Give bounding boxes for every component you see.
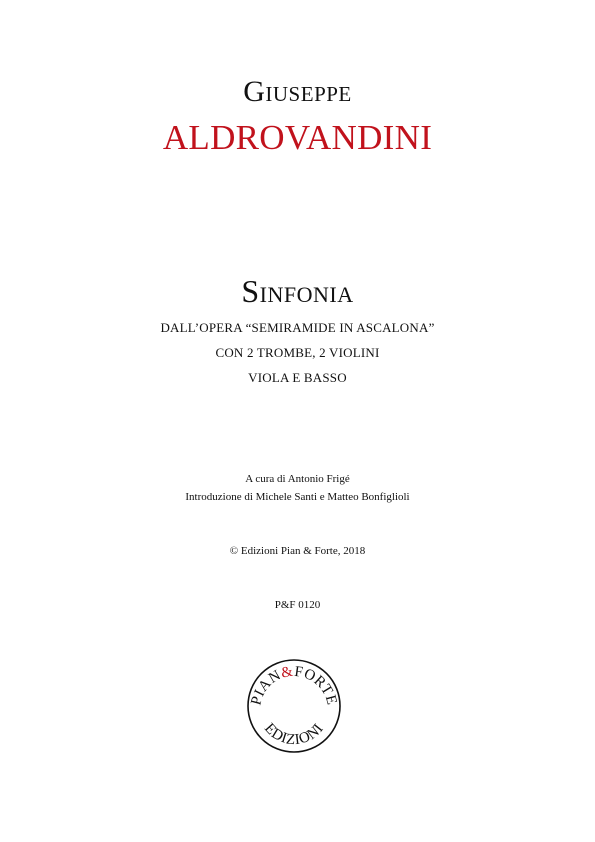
editor-credit: A cura di Antonio Frigé — [245, 473, 350, 485]
composer-last-name: ALDROVANDINI — [162, 118, 433, 157]
logo-arc-bottom-text — [261, 720, 327, 748]
logo-word-pian: PIAN — [248, 667, 284, 707]
work-subtitle-line: DALL’OPERA “SEMIRAMIDE IN ASCALONA” — [160, 320, 435, 335]
logo-arc-top-text — [248, 664, 339, 707]
introduction-credit: Introduzione di Michele Santi e Matteo Bonfiglioli — [185, 491, 410, 503]
catalog-number: P&F 0120 — [274, 599, 321, 611]
copyright-notice: © Edizioni Pian & Forte, 2018 — [229, 545, 366, 557]
publisher-seal-icon — [246, 658, 342, 754]
publisher-logo — [246, 658, 342, 754]
logo-word-edizioni: EDIZIONI — [261, 720, 327, 749]
logo-ampersand: & — [279, 663, 295, 682]
composer-first-name: Giuseppe — [243, 75, 352, 108]
work-title: Sinfonia — [241, 273, 354, 309]
work-subtitle-line: VIOLA E BASSO — [248, 370, 347, 385]
work-subtitle-line: CON 2 TROMBE, 2 VIOLINI — [215, 345, 380, 360]
logo-word-forte: FORTE — [293, 663, 340, 707]
